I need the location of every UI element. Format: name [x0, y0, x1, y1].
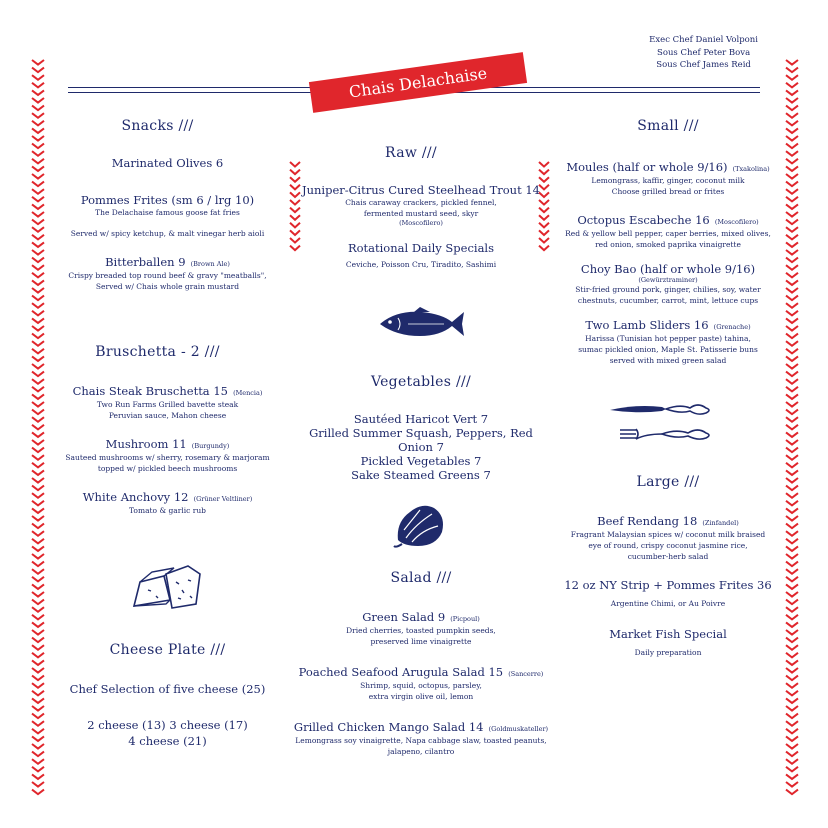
seafood-note-1: Shrimp, squid, octopus, parsley,: [360, 681, 482, 690]
anchovy-name: White Anchovy 12: [82, 490, 189, 504]
middle-column: [290, 145, 552, 270]
seafood-salad-item: [290, 661, 552, 680]
octopus-wine: (Moscofilero): [714, 218, 759, 226]
veg-item-2: Grilled Summer Squash, Peppers, Red Onion 7: [309, 426, 533, 454]
cheese-prices-1: 2 cheese (13) 3 cheese (17): [87, 718, 248, 732]
right-column: [552, 118, 784, 366]
veg-item-1: Sautéed Haricot Vert 7: [353, 412, 489, 426]
bitterballen-name: Bitterballen 9: [105, 255, 186, 269]
specials-item: Rotational Daily Specials: [347, 241, 495, 255]
sous-chef-2: Sous Chef James Reid: [656, 60, 751, 70]
rendang-name: Beef Rendang 18: [597, 514, 698, 528]
frites-note: The Delachaise famous goose fat fries: [95, 208, 240, 217]
left-chevron-border: [30, 58, 46, 798]
choy-bao-wine: (Gewürztraminer): [638, 276, 698, 284]
mushroom-item: [45, 433, 290, 452]
moules-wine: (Txakolina): [732, 165, 770, 173]
trout-note-1: Chais caraway crackers, pickled fennel,: [345, 198, 497, 207]
lamb-note-1: Harissa (Tunisian hot pepper paste) tahina,: [585, 334, 751, 343]
cutlery-icon: [606, 398, 716, 448]
chicken-note-2: jalapeno, cilantro: [387, 747, 455, 756]
frites-item: Pommes Frites (sm 6 / lrg 10): [80, 193, 255, 207]
cheese-icon: [130, 560, 204, 612]
cheese-selection: Chef Selection of five cheese (25): [69, 682, 266, 696]
large-section: [552, 474, 784, 658]
steak-note-1: Two Run Farms Grilled bavette steak: [96, 400, 239, 409]
octopus-note-1: Red & yellow bell pepper, caper berries, mixed olives,: [565, 229, 771, 238]
moules-item: [552, 156, 784, 175]
bitterballen-wine: (Brown Ale): [190, 260, 230, 268]
lamb-name: Two Lamb Sliders 16: [585, 318, 709, 332]
bitterballen-note-1: Crispy breaded top round beef & gravy "meatballs",: [68, 271, 267, 280]
menu-title: Chais Delachaise: [347, 63, 489, 102]
strip-note: Argentine Chimi, or Au Poivre: [610, 599, 726, 608]
green-salad-item: [290, 606, 552, 625]
trout-item: Juniper-Citrus Cured Steelhead Trout 14: [301, 183, 541, 197]
veg-item-4: Sake Steamed Greens 7: [351, 468, 491, 482]
small-heading: Small ///: [637, 118, 699, 134]
lettuce-icon: [392, 500, 448, 550]
salad-heading: Salad ///: [390, 570, 452, 586]
vegetables-section: [290, 374, 552, 482]
fish-icon: [374, 306, 468, 342]
steak-wine: (Mencia): [233, 389, 263, 397]
exec-chef: Exec Chef Daniel Volponi: [649, 35, 758, 45]
green-salad-note-1: Dried cherries, toasted pumpkin seeds,: [346, 626, 496, 635]
fish-special-note: Daily preparation: [634, 648, 702, 657]
chef-credits: [649, 34, 758, 72]
title-banner: [309, 52, 527, 113]
bruschetta-heading: Bruschetta - 2 ///: [95, 344, 220, 360]
trout-note-2: fermented mustard seed, skyr: [363, 209, 479, 218]
frites-served: Served w/ spicy ketchup, & malt vinegar herb aioli: [70, 229, 265, 238]
sous-chef-1: Sous Chef Peter Bova: [657, 47, 751, 58]
right-chevron-border: [784, 58, 800, 798]
green-salad-note-2: preserved lime vinaigrette: [370, 637, 472, 646]
steak-name: Chais Steak Bruschetta 15: [72, 384, 228, 398]
chicken-salad-name: Grilled Chicken Mango Salad 14: [293, 720, 484, 734]
vegetables-heading: Vegetables ///: [370, 374, 472, 390]
cheese-section: [45, 642, 290, 748]
cheese-heading: Cheese Plate ///: [109, 642, 226, 658]
lamb-note-2: sumac pickled onion, Maple St. Patisserie buns: [578, 345, 758, 354]
moules-note-1: Lemongrass, kaffir, ginger, coconut milk: [591, 176, 745, 185]
anchovy-item: [45, 486, 290, 505]
fish-special-item: Market Fish Special: [609, 627, 727, 641]
moules-name: Moules (half or whole 9/16): [566, 160, 728, 174]
steak-note-2: Peruvian sauce, Mahon cheese: [108, 411, 227, 420]
mushroom-name: Mushroom 11: [105, 437, 187, 451]
bitterballen-item: [45, 251, 290, 270]
octopus-note-2: red onion, smoked paprika vinaigrette: [595, 240, 741, 249]
lamb-wine: (Grenache): [713, 323, 751, 331]
specials-note: Ceviche, Poisson Cru, Tiradito, Sashimi: [345, 260, 497, 269]
left-column: [45, 118, 290, 516]
rendang-wine: (Zinfandel): [702, 519, 739, 527]
moules-note-2: Choose grilled bread or frites: [611, 187, 725, 196]
salad-section: [290, 570, 552, 757]
lamb-note-3: served with mixed green salad: [609, 356, 727, 365]
octopus-name: Octopus Escabeche 16: [577, 213, 710, 227]
large-heading: Large ///: [636, 474, 700, 490]
mushroom-note-2: topped w/ pickled beech mushrooms: [97, 464, 238, 473]
choy-bao-item: Choy Bao (half or whole 9/16): [580, 262, 756, 276]
trout-wine: (Moscofilero): [399, 219, 443, 227]
strip-item: 12 oz NY Strip + Pommes Frites 36: [564, 578, 772, 592]
olives-item: Marinated Olives 6: [111, 156, 224, 170]
green-salad-wine: (Picpoul): [450, 615, 480, 623]
steak-bruschetta-item: [45, 380, 290, 399]
rendang-note-3: cucumber-herb salad: [627, 552, 709, 561]
seafood-salad-name: Poached Seafood Arugula Salad 15: [298, 665, 504, 679]
bitterballen-note-2: Served w/ Chais whole grain mustard: [95, 282, 240, 291]
mushroom-wine: (Burgundy): [191, 442, 230, 450]
rendang-note-2: eye of round, crispy coconut jasmine rice,: [588, 541, 748, 550]
mushroom-note-1: Sauteed mushrooms w/ sherry, rosemary & marjoram: [65, 453, 270, 462]
seafood-salad-wine: (Sancerre): [508, 670, 544, 678]
octopus-item: [552, 209, 784, 228]
cheese-prices-2: 4 cheese (21): [128, 734, 207, 748]
anchovy-note: Tomato & garlic rub: [129, 506, 206, 515]
raw-heading: Raw ///: [385, 145, 437, 161]
rendang-item: [552, 510, 784, 529]
seafood-note-2: extra virgin olive oil, lemon: [368, 692, 474, 701]
veg-item-3: Pickled Vegetables 7: [360, 454, 482, 468]
anchovy-wine: (Grüner Veltliner): [193, 495, 253, 503]
rendang-note-1: Fragrant Malaysian spices w/ coconut milk braised: [570, 530, 766, 539]
chicken-salad-item: [290, 716, 552, 735]
chicken-salad-wine: (Goldmuskateller): [488, 725, 549, 733]
lamb-sliders-item: [552, 314, 784, 333]
snacks-heading: Snacks ///: [121, 118, 194, 134]
chicken-note-1: Lemongrass soy vinaigrette, Napa cabbage slaw, toasted peanuts,: [295, 736, 547, 745]
choy-note-2: chestnuts, cucumber, carrot, mint, lettuce cups: [577, 296, 759, 305]
green-salad-name: Green Salad 9: [362, 610, 446, 624]
choy-note-1: Stir-fried ground pork, ginger, chilies, soy, water: [575, 285, 761, 294]
